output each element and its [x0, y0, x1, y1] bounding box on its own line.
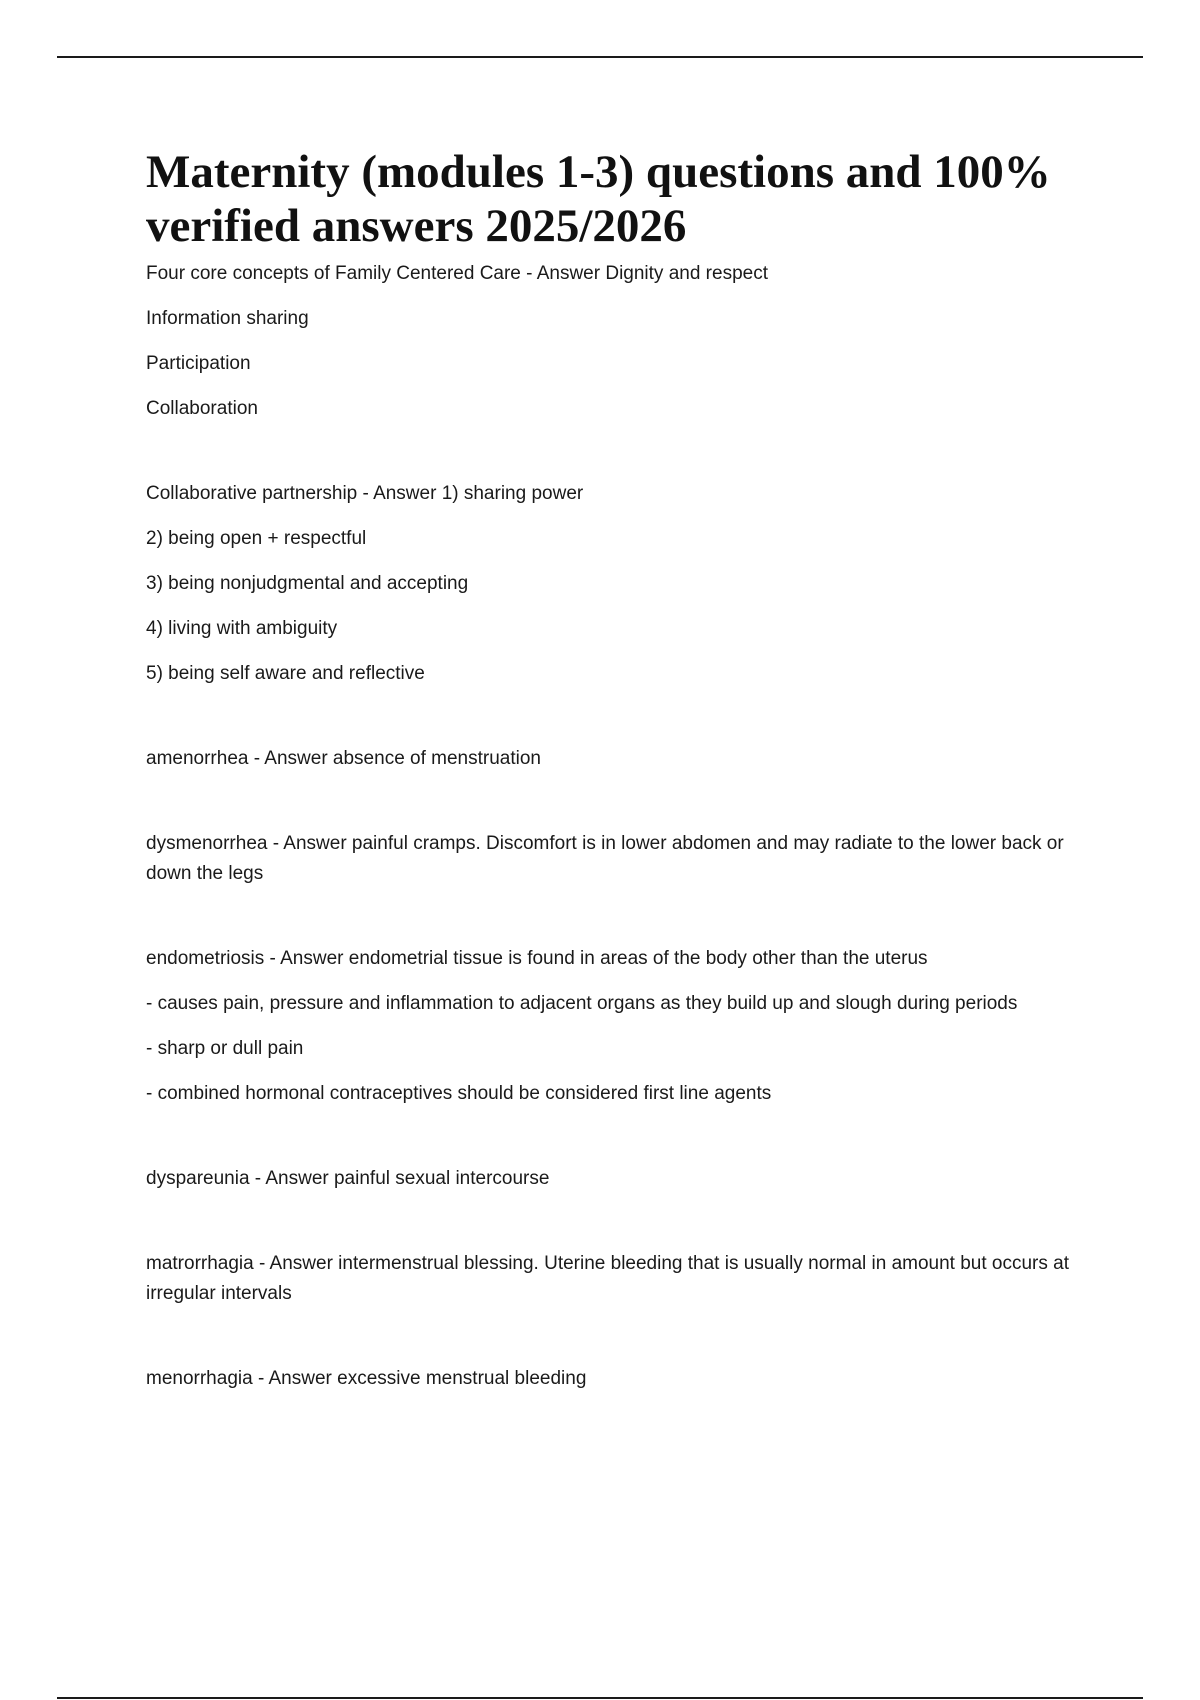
entry-amenorrhea [146, 744, 1086, 774]
entry-menorrhagia [146, 1364, 1086, 1394]
entry-line: matrorrhagia - Answer intermenstrual blessing. Uterine bleeding that is usually normal in amount but occurs at irregular intervals [146, 1253, 1070, 1304]
entry-dysmenorrhea [146, 829, 1086, 889]
entry-line: 4) living with ambiguity [146, 618, 338, 639]
bottom-rule [57, 1697, 1143, 1699]
entry-line: Collaboration [146, 398, 258, 419]
entry-line: amenorrhea - Answer absence of menstruation [146, 748, 541, 769]
entry-line: Collaborative partnership - Answer 1) sharing power [146, 483, 584, 504]
entry-line: menorrhagia - Answer excessive menstrual bleeding [146, 1368, 587, 1389]
entry-line: dyspareunia - Answer painful sexual intercourse [146, 1168, 550, 1189]
entry-line: dysmenorrhea - Answer painful cramps. Discomfort is in lower abdomen and may radiate to the lower back or down the legs [146, 833, 1064, 884]
entry-line: Four core concepts of Family Centered Care - Answer Dignity and respect [146, 263, 768, 284]
entry-line: Information sharing [146, 308, 309, 329]
entry-dyspareunia [146, 1164, 1086, 1194]
document-title: Maternity (modules 1-3) questions and 100% verified answers 2025/2026 [146, 146, 1051, 252]
entry-collaborative-partnership [146, 479, 1086, 689]
entry-line: 5) being self aware and reflective [146, 663, 425, 684]
entry-line: endometriosis - Answer endometrial tissue is found in areas of the body other than the uterus [146, 948, 928, 969]
entry-matrorrhagia [146, 1249, 1086, 1309]
entry-line: - combined hormonal contraceptives should be considered first line agents [146, 1083, 772, 1104]
entry-line: - causes pain, pressure and inflammation to adjacent organs as they build up and slough during periods [146, 993, 1018, 1014]
entry-line: Participation [146, 353, 251, 374]
document-body [146, 145, 1086, 1394]
entry-line: - sharp or dull pain [146, 1038, 304, 1059]
entry-endometriosis [146, 944, 1086, 1109]
top-rule [57, 56, 1143, 58]
entry-line: 2) being open + respectful [146, 528, 367, 549]
entry-line: 3) being nonjudgmental and accepting [146, 573, 469, 594]
entry-family-centered-care [146, 259, 1086, 424]
